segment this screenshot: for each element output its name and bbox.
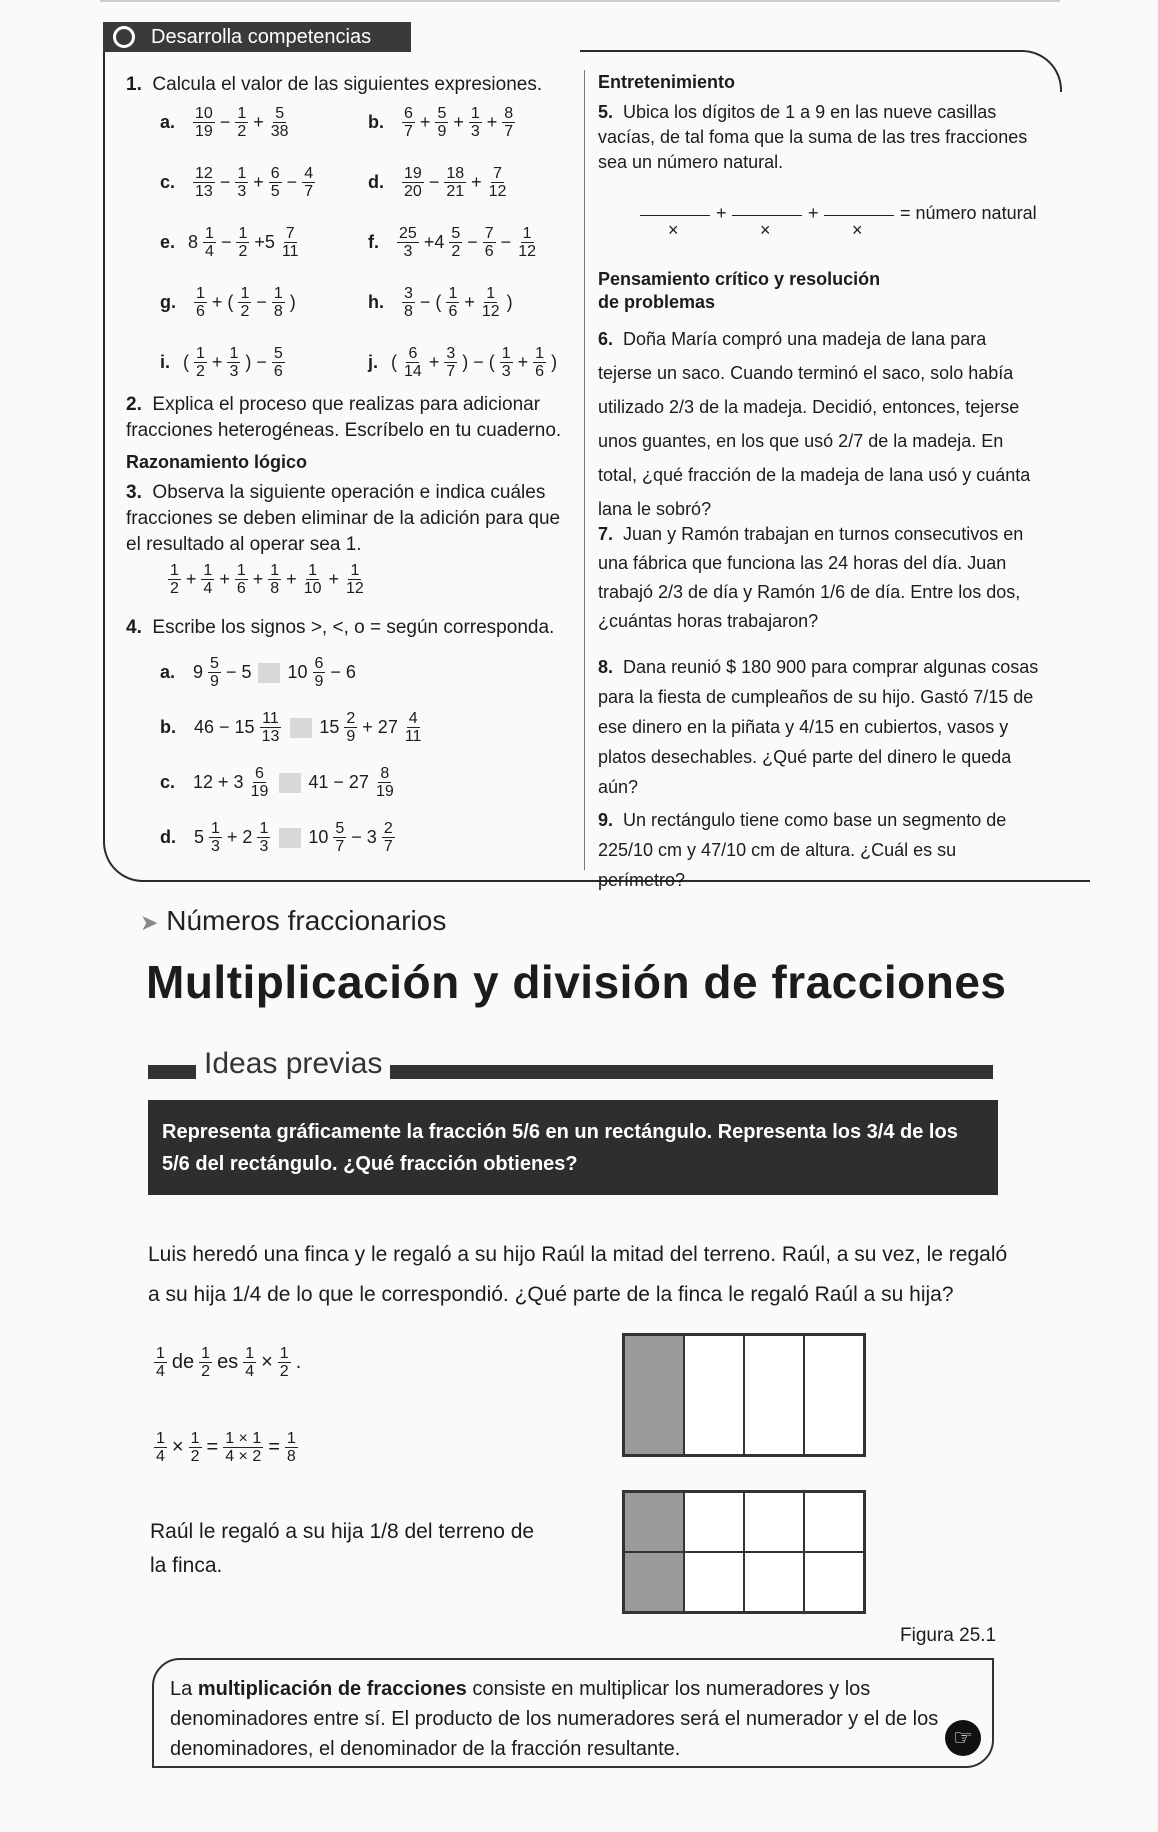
question-1: 1. Calcula el valor de las siguientes expresiones. xyxy=(126,74,543,95)
q5-blanks: × + × + × = número natural xyxy=(640,205,1060,245)
ideas-label: Ideas previas xyxy=(196,1047,390,1081)
razonamiento-heading: Razonamiento lógico xyxy=(126,452,308,472)
step-1: $\frac{1}{4}$ de $\frac{1}{2}$ es $\frac{1}{4}$ × $\frac{1}{2}$ . xyxy=(156,1345,302,1380)
q4-item-d: d. 5 $\frac{1}{3}$ + 2 $\frac{1}{3}$ 10 $\frac{5}{7}$ − 3 $\frac{2}{7}$ xyxy=(160,820,393,855)
q1-item-h: h. $\frac{3}{8}$ − ( $\frac{1}{6}$ + $\frac{1}{12}$ ) xyxy=(368,285,513,320)
q1-items xyxy=(160,100,580,390)
q1-item-f: f. $\frac{25}{3}$ +4 $\frac{5}{2}$ − $\frac{7}{6}$ − $\frac{1}{12}$ xyxy=(368,225,536,260)
question-6: 6. Doña María compró una madeja de lana para tejerse un saco. Cuando terminó el saco, solo había utilizado 2/3 de la madeja. Decidió, entonces, tejerse unos guantes, en los que usó 2/7 de la madeja. En total, ¿qué fracción de la madeja de lana usó y cuánta lana le sobró? xyxy=(598,329,1031,519)
q1-item-b: b. $\frac{6}{7}$ + $\frac{5}{9}$ + $\frac{1}{3}$ + $\frac{8}{7}$ xyxy=(368,105,514,140)
q4-item-c: c. 12 + 3 $\frac{6}{19}$ 41 − 27 $\frac{8}{19}$ xyxy=(160,765,394,800)
q1-item-j: j. ( $\frac{6}{14}$ + $\frac{3}{7}$ ) − ( $\frac{1}{3}$ + $\frac{1}{6}$ ) xyxy=(368,345,558,380)
q1-item-g: g. $\frac{1}{6}$ + ( $\frac{1}{2}$ − $\frac{1}{8}$ ) xyxy=(160,285,296,320)
question-5: 5. Ubica los dígitos de 1 a 9 en las nueve casillas vacías, de tal foma que la suma de las tres fracciones sea un número natural. xyxy=(598,102,1028,172)
ideas-box: Representa gráficamente la fracción 5/6 en un rectángulo. Representa los 3/4 de los 5/6 del rectángulo. ¿Qué fracción obtienes? xyxy=(148,1100,998,1195)
question-3: 3. Observa la siguiente operación e indica cuáles fracciones se deben eliminar de la adición para que el resultado al operar sea 1. xyxy=(126,482,561,555)
section-kicker: ➤ Números fraccionarios xyxy=(140,905,447,936)
question-4: 4. Escribe los signos >, <, o = según corresponda. xyxy=(126,617,555,638)
entretenimiento-heading: Entretenimiento xyxy=(598,72,736,92)
q4-item-a: a. 9 $\frac{5}{9}$ − 5 10 $\frac{6}{9}$ − 6 xyxy=(160,655,356,690)
question-7: 7. Juan y Ramón trabajan en turnos consecutivos en una fábrica que funciona las 24 horas del día. Juan trabajó 2/3 de día y Ramón 1/6 de día. Entre los dos, ¿cuántas horas trabajaron? xyxy=(598,524,1024,631)
question-9: 9. Un rectángulo tiene como base un segmento de 225/10 cm y 47/10 cm de altura. ¿Cuál es su perímetro? xyxy=(598,810,1007,890)
exercise-frame-top xyxy=(580,50,1020,52)
question-2: 2. Explica el proceso que realizas para adicionar fracciones heterogéneas. Escríbelo en tu cuaderno. xyxy=(126,394,562,441)
column-divider xyxy=(584,70,585,870)
q1-item-e: e. 8 $\frac{1}{4}$ − $\frac{1}{2}$ +5 $\frac{7}{11}$ xyxy=(160,225,299,260)
q1-item-i: i. ( $\frac{1}{2}$ + $\frac{1}{3}$ ) − $\frac{5}{6}$ xyxy=(160,345,283,380)
pensamiento-heading: Pensamiento crítico y resolución de problemas xyxy=(598,269,881,312)
q1-item-c: c. $\frac{12}{13}$ − $\frac{1}{3}$ + $\frac{6}{5}$ − $\frac{4}{7}$ xyxy=(160,165,314,200)
problem-text: Luis heredó una finca y le regaló a su hijo Raúl la mitad del terreno. Raúl, a su vez, le regaló a su hija 1/4 de lo que le correspondió. ¿Qué parte de la finca le regaló Raúl a su hija? xyxy=(148,1243,1008,1306)
target-icon xyxy=(113,26,135,48)
q1-item-a: a. $\frac{10}{19}$ − $\frac{1}{2}$ + $\frac{5}{38}$ xyxy=(160,105,289,140)
page-title: Multiplicación y división de fracciones xyxy=(146,956,1007,1008)
q1-item-d: d. $\frac{19}{20}$ − $\frac{18}{21}$ + $\frac{7}{12}$ xyxy=(368,165,507,200)
step-2: $\frac{1}{4}$ × $\frac{1}{2}$ = $\frac{1 \times 1}{4 \times 2}$ = $\frac{1}{8}$ xyxy=(156,1430,296,1465)
hand-icon: ☞ xyxy=(945,1720,981,1756)
figure-caption: Figura 25.1 xyxy=(900,1625,997,1646)
top-rule xyxy=(100,0,1060,2)
answer-box[interactable] xyxy=(279,828,301,848)
definition-box: La multiplicación de fracciones consiste en multiplicar los numeradores y los denominadores entre sí. El producto de los numeradores será el numerador y el de los denominadores, el denominador de la fracción resultante. xyxy=(152,1658,994,1768)
question-8: 8. Dana reunió $ 180 900 para comprar algunas cosas para la fiesta de cumpleaños de su hijo. Gastó 7/15 de ese dinero en la piñata y 4/15 en cubiertos, vasos y platos desechables. ¿Qué parte del dinero le queda aún? xyxy=(598,657,1039,797)
answer-box[interactable] xyxy=(279,773,301,793)
competencias-badge: Desarrolla competencias xyxy=(103,22,411,52)
conclusion: Raúl le regaló a su hija 1/8 del terreno de la finca. xyxy=(150,1520,535,1577)
answer-box[interactable] xyxy=(258,663,280,683)
q4-item-b: b. 46 − 15 $\frac{11}{13}$ 15 $\frac{2}{9}$ + 27 $\frac{4}{11}$ xyxy=(160,710,422,745)
arrow-icon: ➤ xyxy=(140,910,159,935)
answer-box[interactable] xyxy=(290,718,312,738)
figure-rectangle-eighths xyxy=(622,1490,866,1614)
figure-rectangle-halves xyxy=(622,1333,866,1457)
q3-expression: $\frac{1}{2}$ + $\frac{1}{4}$ + $\frac{1}{6}$ + $\frac{1}{8}$ + $\frac{1}{10}$ + $\frac{1}{12}$ xyxy=(170,562,364,597)
